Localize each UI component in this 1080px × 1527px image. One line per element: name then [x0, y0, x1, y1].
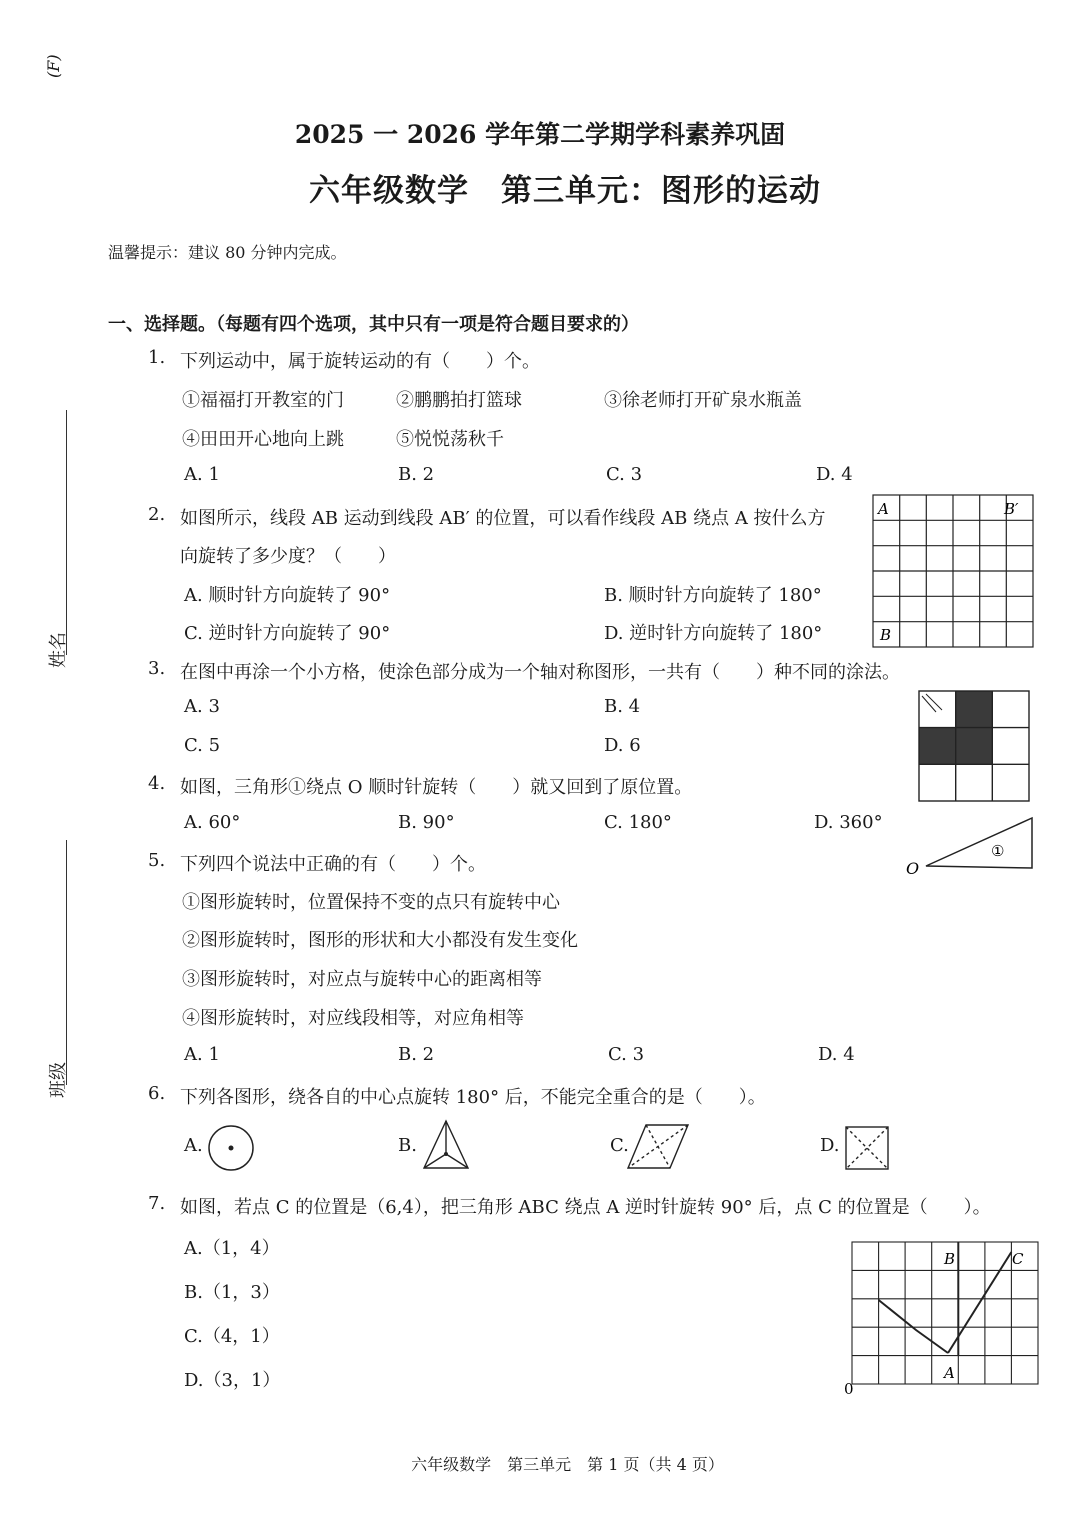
q6-circle-figure — [206, 1124, 258, 1174]
q1-item: ③徐老师打开矿泉水瓶盖 — [604, 390, 802, 411]
q3-number: 3. — [148, 658, 166, 679]
q2-label-b: B — [880, 626, 892, 644]
q1-stem: 下列运动中，属于旋转运动的有（ ）个。 — [180, 351, 540, 372]
name-label: 姓名 — [48, 632, 69, 668]
q1-item: ②鹏鹏拍打篮球 — [396, 390, 522, 411]
q2-grid-figure — [872, 494, 1034, 648]
q1-item: ④田田开心地向上跳 — [182, 429, 344, 450]
q4-stem: 如图，三角形①绕点 O 顺时针旋转（ ）就又回到了原位置。 — [180, 777, 693, 798]
q7-option-a: A.（1，4） — [184, 1238, 280, 1259]
q4-triangle-figure — [902, 814, 1036, 876]
q2-stem-line1: 如图所示，线段 AB 运动到线段 AB′ 的位置，可以看作线段 AB 绕点 A 按什么方 — [180, 508, 826, 529]
q7-number: 7. — [148, 1193, 166, 1214]
q4-option-b: B. 90° — [398, 812, 455, 833]
q2-number: 2. — [148, 504, 166, 525]
section-title: 一、选择题。（每题有四个选项，其中只有一项是符合题目要求的） — [108, 314, 639, 335]
q5-item: ①图形旋转时，位置保持不变的点只有旋转中心 — [182, 892, 560, 913]
q2-option-c: C. 逆时针方向旋转了 90° — [184, 623, 391, 644]
q4-option-d: D. 360° — [814, 812, 883, 833]
page-footer: 六年级数学 第三单元 第 1 页（共 4 页） — [411, 1455, 724, 1474]
q3-option-c: C. 5 — [184, 735, 221, 756]
class-label: 班级 — [48, 1062, 69, 1098]
q5-item: ③图形旋转时，对应点与旋转中心的距离相等 — [182, 969, 542, 990]
tip: 温馨提示：建议 80 分钟内完成。 — [108, 243, 347, 262]
q6-number: 6. — [148, 1083, 166, 1104]
name-line — [66, 410, 67, 655]
q7-option-c: C.（4，1） — [184, 1326, 280, 1347]
q6-option-c: C. — [610, 1135, 629, 1156]
q6-option-d: D. — [820, 1135, 840, 1156]
q5-option-a: A. 1 — [184, 1044, 220, 1065]
q4-label-o: O — [906, 859, 920, 876]
q7-label-origin: 0 — [844, 1380, 854, 1396]
q7-label-b: B — [944, 1250, 956, 1268]
q7-label-a: A — [944, 1364, 955, 1382]
q7-label-c: C — [1012, 1250, 1024, 1268]
q2-stem-line2: 向旋转了多少度？（ ） — [180, 546, 396, 567]
q5-option-d: D. 4 — [818, 1044, 855, 1065]
q5-stem: 下列四个说法中正确的有（ ）个。 — [180, 854, 486, 875]
q2-option-b: B. 顺时针方向旋转了 180° — [604, 585, 822, 606]
q6-option-b: B. — [398, 1135, 417, 1156]
q6-stem: 下列各图形，绕各自的中心点旋转 180° 后，不能完全重合的是（ ）。 — [180, 1087, 766, 1108]
q5-item: ④图形旋转时，对应线段相等，对应角相等 — [182, 1008, 524, 1029]
q1-number: 1. — [148, 347, 166, 368]
page-title-line1: 2025 一 2026 学年第二学期学科素养巩固 — [294, 120, 786, 149]
q7-option-b: B.（1，3） — [184, 1282, 280, 1303]
q6-triangle-figure — [420, 1118, 472, 1172]
q5-option-c: C. 3 — [608, 1044, 645, 1065]
q6-option-a: A. — [184, 1135, 203, 1156]
q1-option-c: C. 3 — [606, 464, 643, 485]
q3-grid-figure — [918, 690, 1032, 802]
corner-mark: (F) — [44, 54, 63, 78]
q6-square-figure — [843, 1124, 891, 1172]
q1-option-d: D. 4 — [816, 464, 853, 485]
class-line — [66, 840, 67, 1085]
q1-option-a: A. 1 — [184, 464, 220, 485]
q4-label-triangle: ① — [991, 842, 1005, 860]
q2-label-b-prime: B′ — [1004, 500, 1019, 518]
q1-item: ⑤悦悦荡秋千 — [396, 429, 504, 450]
q3-option-b: B. 4 — [604, 696, 641, 717]
q7-stem: 如图，若点 C 的位置是（6,4），把三角形 ABC 绕点 A 逆时针旋转 90° 后，点 C 的位置是（ ）。 — [180, 1197, 991, 1218]
q3-option-a: A. 3 — [184, 696, 220, 717]
q5-item: ②图形旋转时，图形的形状和大小都没有发生变化 — [182, 930, 578, 951]
q1-item: ①福福打开教室的门 — [182, 390, 344, 411]
page-title-line2: 六年级数学 第三单元：图形的运动 — [309, 173, 821, 209]
q3-stem: 在图中再涂一个小方格，使涂色部分成为一个轴对称图形，一共有（ ）种不同的涂法。 — [180, 662, 900, 683]
q4-option-a: A. 60° — [184, 812, 241, 833]
q5-option-b: B. 2 — [398, 1044, 435, 1065]
q2-option-a: A. 顺时针方向旋转了 90° — [184, 585, 391, 606]
q6-parallelogram-figure — [626, 1122, 692, 1172]
q5-number: 5. — [148, 850, 166, 871]
q1-option-b: B. 2 — [398, 464, 435, 485]
q3-option-d: D. 6 — [604, 735, 641, 756]
q2-label-a: A — [878, 500, 889, 518]
q7-grid-figure — [836, 1238, 1042, 1396]
q4-number: 4. — [148, 773, 166, 794]
q4-option-c: C. 180° — [604, 812, 672, 833]
q2-option-d: D. 逆时针方向旋转了 180° — [604, 623, 823, 644]
q7-option-d: D.（3，1） — [184, 1370, 281, 1391]
